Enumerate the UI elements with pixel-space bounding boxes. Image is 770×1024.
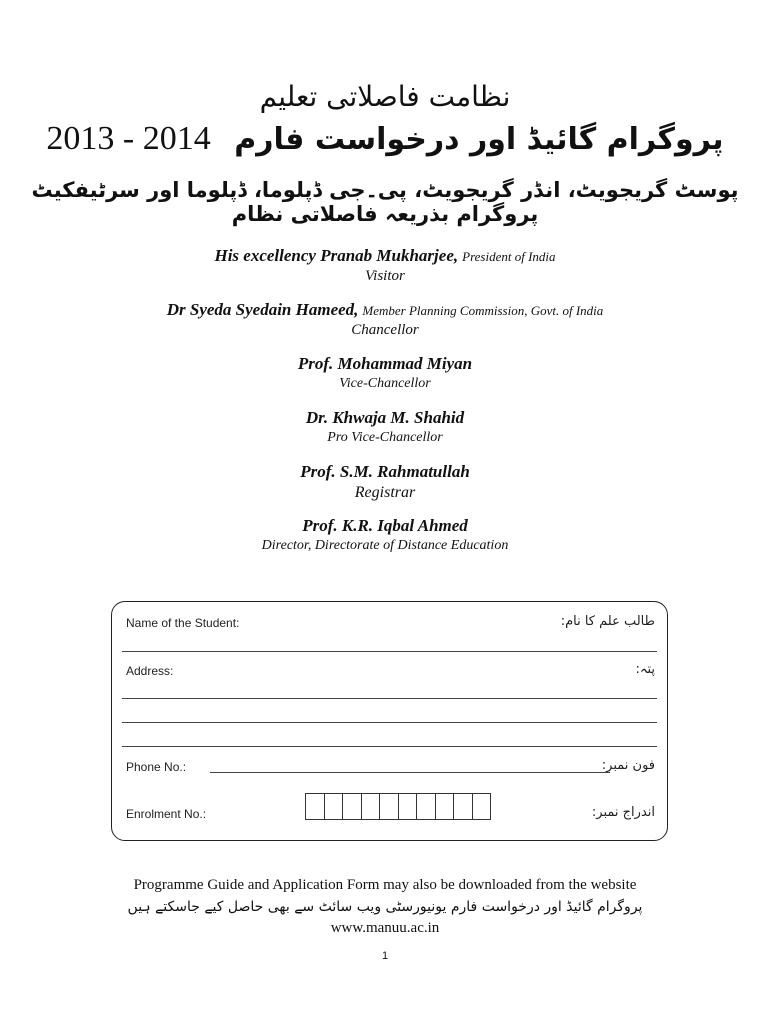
urdu-directorate-title: نظامت فاصلاتی تعلیم bbox=[259, 80, 511, 113]
download-note-urdu: پروگرام گائیڈ اور درخواست فارم یونیورسٹی ویب سائٹ سے بھی حاصل کیے جاسکتے ہیں bbox=[127, 899, 643, 915]
main-title-urdu: پروگرام گائیڈ اور درخواست فارم bbox=[234, 122, 724, 157]
phone-field-line[interactable] bbox=[210, 772, 610, 773]
address-field-line-1[interactable] bbox=[122, 698, 657, 699]
official-vice-chancellor bbox=[0, 354, 770, 392]
main-title bbox=[0, 120, 770, 158]
enrolment-digit-box[interactable] bbox=[398, 793, 418, 820]
official-pro-vice-chancellor bbox=[0, 408, 770, 446]
official-director bbox=[0, 516, 770, 554]
official-designation: Member Planning Commission, Govt. of India bbox=[362, 303, 604, 318]
enrolment-digit-box[interactable] bbox=[342, 793, 362, 820]
enrolment-label-urdu: اندراج نمبر: bbox=[591, 805, 655, 820]
official-role: Vice-Chancellor bbox=[339, 376, 431, 391]
enrolment-digit-box[interactable] bbox=[435, 793, 455, 820]
address-label-urdu: پتہ: bbox=[635, 662, 655, 677]
enrolment-digit-box[interactable] bbox=[324, 793, 344, 820]
phone-label-urdu: فون نمبر: bbox=[601, 758, 655, 773]
official-role: Pro Vice-Chancellor bbox=[327, 430, 443, 445]
official-name: Prof. Mohammad Miyan bbox=[297, 354, 473, 373]
student-details-form bbox=[111, 601, 668, 841]
website-link[interactable]: www.manuu.ac.in bbox=[330, 920, 440, 936]
enrolment-digit-box[interactable] bbox=[472, 793, 492, 820]
enrolment-digit-box[interactable] bbox=[379, 793, 399, 820]
enrolment-label: Enrolment No.: bbox=[126, 807, 207, 821]
official-visitor bbox=[0, 246, 770, 285]
official-name: Prof. K.R. Iqbal Ahmed bbox=[302, 516, 468, 535]
official-role: Visitor bbox=[365, 268, 405, 284]
enrolment-digit-box[interactable] bbox=[305, 793, 325, 820]
official-name: Dr Syeda Syedain Hameed, bbox=[166, 300, 359, 319]
enrolment-number-boxes[interactable] bbox=[305, 793, 490, 820]
official-name: Prof. S.M. Rahmatullah bbox=[300, 462, 470, 481]
name-label: Name of the Student: bbox=[126, 616, 240, 630]
enrolment-digit-box[interactable] bbox=[453, 793, 473, 820]
official-chancellor bbox=[0, 300, 770, 339]
urdu-programmes-subtitle: پوسٹ گریجویٹ، انڈر گریجویٹ، پی۔جی ڈپلوما، ڈپلوما اور سرٹیفکیٹ پروگرام بذریعہ فاصلاتی نظام bbox=[31, 178, 739, 226]
page-number: 1 bbox=[381, 950, 389, 962]
address-field-line-2[interactable] bbox=[122, 722, 657, 723]
main-title-year: 2013 - 2014 bbox=[46, 120, 211, 157]
official-role: Registrar bbox=[354, 484, 416, 501]
official-registrar bbox=[0, 462, 770, 502]
download-note: Programme Guide and Application Form may also be downloaded from the website bbox=[133, 877, 637, 893]
address-label: Address: bbox=[126, 664, 174, 678]
enrolment-digit-box[interactable] bbox=[361, 793, 381, 820]
official-name: Dr. Khwaja M. Shahid bbox=[305, 408, 465, 427]
official-role: Director, Directorate of Distance Education bbox=[261, 538, 509, 553]
address-field-line-3[interactable] bbox=[122, 746, 657, 747]
phone-label: Phone No.: bbox=[126, 760, 187, 774]
name-field-line[interactable] bbox=[122, 651, 657, 652]
official-name: His excellency Pranab Mukharjee, bbox=[214, 246, 459, 265]
enrolment-digit-box[interactable] bbox=[416, 793, 436, 820]
name-label-urdu: طالب علم کا نام: bbox=[560, 614, 655, 629]
official-designation: President of India bbox=[462, 249, 556, 264]
official-role: Chancellor bbox=[351, 322, 419, 338]
